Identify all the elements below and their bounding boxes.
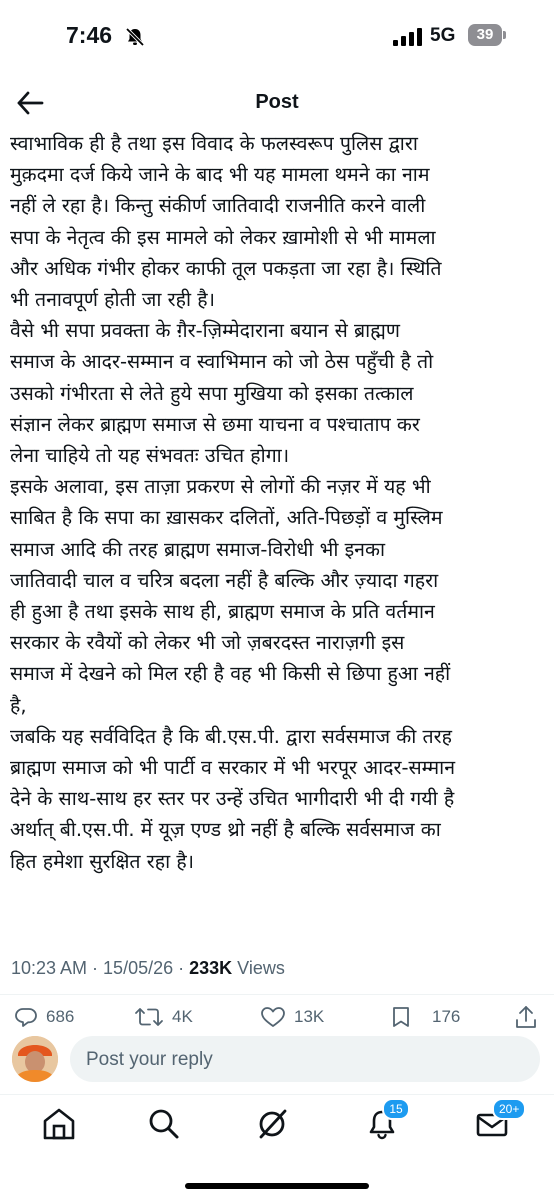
share-button[interactable]	[514, 1002, 546, 1032]
repost-count: 4K	[172, 1007, 193, 1026]
post-paragraph-4: जबकि यह सर्वविदित है कि बी.एस.पी. द्वारा सर्वसमाज की तरह ब्राह्मण समाज को भी पार्टी व सरकार में भी भरपूर आदर-सम्मान देने के साथ-साथ हर स्तर पर उन्हें उचित भागीदारी भी दी गयी है अर्थात् बी.एस.पी. में यूज़ एण्ड थ्रो नहीं है बल्कि सर्वसमाज का हित हमेशा सुरक्षित रहा है।	[10, 724, 456, 873]
reply-button[interactable]	[14, 1002, 74, 1032]
battery-icon: 39	[468, 24, 502, 46]
status-bar	[0, 0, 554, 70]
nav-search[interactable]	[144, 1104, 184, 1144]
nav-home[interactable]	[39, 1104, 79, 1144]
like-button[interactable]	[260, 1002, 324, 1032]
user-avatar-image	[12, 1036, 58, 1082]
post-paragraph-2: वैसे भी सपा प्रवक्ता के ग़ैर-ज़िम्मेदाराना बयान से ब्राह्मण समाज के आदर-सम्मान व स्वाभिमान को जो ठेस पहुँची है तो उसको गंभीरता से लेते हुये सपा मुखिया को इसका तत्काल संज्ञान लेकर ब्राह्मण समाज से छमा याचना व पश्चाताप कर लेना चाहिये तो यह संभवतः उचित होगा।	[10, 319, 434, 468]
nav-grok[interactable]	[252, 1104, 292, 1144]
bookmark-count: 176	[432, 1007, 461, 1026]
post-paragraph-1: स्वाभाविक ही है तथा इस विवाद के फलस्वरूप पुलिस द्वारा मुक़दमा दर्ज किये जाने के बाद भी यह मामला थमने का नाम नहीं ले रहा है। किन्तु संकीर्ण जातिवादी राजनीति करने वाली सपा के नेतृत्व की इस मामले को लेकर ख़ामोशी से भी मामला और अधिक गंभीर होकर काफी तूल पकड़ता जा रहा है। स्थिति भी तनावपूर्ण होती जा रही है।	[10, 132, 442, 312]
heart-icon	[260, 1005, 286, 1029]
cellular-signal-icon	[393, 28, 425, 46]
reply-input[interactable]	[70, 1036, 528, 1084]
speech-bubble-icon	[14, 1005, 38, 1029]
search-icon	[144, 1104, 184, 1144]
page-title: Post	[255, 91, 299, 113]
bookmark-icon	[390, 1005, 412, 1029]
repost-button[interactable]	[134, 1002, 193, 1032]
avatar[interactable]	[12, 1036, 58, 1082]
post-paragraph-3: इसके अलावा, इस ताज़ा प्रकरण से लोगों की नज़र में यह भी साबित है कि सपा का ख़ासकर दलितों, अति-पिछड़ों व मुस्लिम समाज आदि की तरह ब्राह्मण समाज-विरोधी भी इनका जातिवादी चाल व चरित्र बदला नहीं है बल्कि और ज़्यादा गहरा ही हुआ है तथा इसके साथ ही, ब्राह्मण समाज के प्रति वर्तमान सरकार के रवैयों को लेकर भी जो ज़बरदस्त नाराज़गी इस समाज में देखने को मिल रही है वह भी किसी से छिपा हुआ नहीं है,	[10, 475, 451, 717]
muted-bell-icon	[124, 26, 146, 48]
status-time: 7:46	[66, 22, 113, 48]
divider	[0, 994, 554, 995]
messages-badge: 20+	[492, 1098, 526, 1120]
notifications-badge: 15	[382, 1098, 410, 1120]
repost-arrows-icon	[134, 1005, 164, 1029]
home-icon	[39, 1104, 79, 1144]
bookmark-button[interactable]	[390, 1002, 460, 1032]
home-indicator	[185, 1183, 369, 1189]
network-type: 5G	[430, 25, 456, 46]
views-label: Views	[232, 958, 285, 978]
grok-slash-icon	[252, 1104, 292, 1144]
views-count: 233K	[189, 958, 233, 978]
nav-divider	[0, 1094, 554, 1095]
nav-messages[interactable]	[472, 1102, 520, 1144]
reply-box[interactable]	[70, 1036, 540, 1082]
nav-notifications[interactable]	[362, 1104, 402, 1144]
post-text	[10, 128, 546, 877]
like-count: 13K	[294, 1007, 325, 1026]
post-header	[0, 78, 554, 128]
post-timestamp: 10:23 AM · 15/05/26 ·	[11, 958, 190, 978]
post-meta	[11, 958, 285, 979]
battery-tip	[503, 31, 506, 39]
reply-count: 686	[46, 1007, 75, 1026]
share-upload-icon	[514, 1004, 538, 1030]
